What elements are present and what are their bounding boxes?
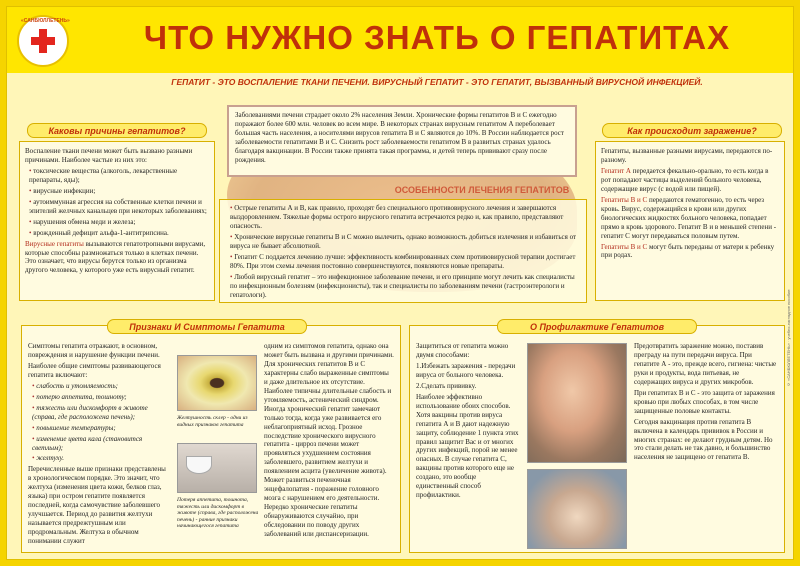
prevention-col3-text3: Сегодня вакцинация против гепатита В включена в календарь прививок в России и многих странах: ее делают грудным детям. Но это стали делать не так давно, и большинство населения не защищено от гепатита В. [634,417,773,462]
transmission-a-lead: Гепатит А [601,166,631,175]
list-item: • Хронические вирусные гепатиты В и С можно вылечить, однако возможность добиться излечения и избавиться от вируса не бывает абсолютной. [230,233,580,251]
transmission-a [601,167,779,194]
list-item: • врожденный дефицит альфа-1-антитрипсина. [29,229,209,238]
treatment-heading: ОСОБЕННОСТИ ЛЕЧЕНИЯ ГЕПАТИТОВ [394,185,570,195]
list-item: • повышение температуры; [32,424,170,433]
causes-heading: Каковы причины гепатитов? [48,126,186,136]
transmission-box [595,141,785,301]
nausea-photo [177,443,257,493]
prevention-step2: 2.Сделать прививку. [416,381,477,390]
symptoms-intro2: Наиболее общие симптомы развивающегося гепатита включают: [28,361,161,379]
stats-box [227,105,577,177]
symptoms-col1 [25,339,173,551]
list-item: • тяжесть или дискомфорт в животе (справа, где расположена печень); [32,404,170,422]
symptoms-col2 [261,339,397,551]
list-item: • желтуху. [32,454,170,463]
prevention-heading: О Профилактике Гепатитов [529,322,665,332]
treatment-box [219,199,587,303]
prevention-heading-band [497,319,697,334]
prevention-intro: Защититься от гепатита можно двумя способами: [416,342,509,359]
transmission-intro: Гепатиты, вызванные разными вирусами, передаются по-разному. [601,147,773,164]
prevention-col3-text: Предотвратить заражение можно, поставив преграду на пути передачи вируса. При гепатите А - это, прежде всего, гигиена: чистые руки и продукты, вода питьевая, не содержащих вируса и других микробов. [634,342,777,386]
symptoms-heading-band [107,319,307,334]
transmission-bc-text: передаются гематогенно, то есть через кровь. Вирус, содержащийся в крови или других биологических жидкостях больного человека, попадает прямо в кровь здорового. Гепатит В и в меньшей степени - гепатит С могут передаваться половым путем. [601,195,777,240]
transmission-mother-lead: Гепатиты В и С [601,242,648,251]
symptoms-heading: Признаки И Симптомы Гепатита [129,322,285,332]
list-item: • Гепатит С поддается лечению лучше: эффективность комбинированных схем противовирусной терапии достигает 80%. При этом схемы лечения постоянно совершенствуются, появляются новые препараты. [230,253,580,271]
prevention-col3-text2: При гепатитах В и С - это защита от заражения кровью при любых способах, в том числе защищенные половые контакты. [634,388,775,415]
transmission-mother [601,243,779,261]
causes-viral-lead: Вирусные гепатиты [25,239,84,248]
prevention-col1 [413,339,523,551]
transmission-mother-text: могут быть переданы от матери к ребенку при родах. [601,242,775,260]
side-note: © «САНБЮЛЛЕТЕНЬ» · учебно-наглядное пособие [786,289,791,387]
symptoms-col1-rest: Перечисленные выше признаки представлены в хронологическом порядке. Это значит, что желтуха (изменения цвета кожи, белков глаз, языка) при остром гепатите появляется последней, когда самочувствие заболевшего улучшается. Период до развития желтухи называется предрежтушным или продромальным. Желтуха в обычном понимании служит [28,465,166,546]
eye-caption: Желтушность склер - одни из видных признаков гепатита [177,415,248,428]
jaundiced-eye-photo [177,355,257,411]
transmission-bc-lead: Гепатиты В и С [601,195,648,204]
causes-list [25,167,209,238]
page-subtitle: ГЕПАТИТ - ЭТО ВОСПАЛЕНИЕ ТКАНИ ПЕЧЕНИ. ВИРУСНЫЙ ГЕПАТИТ - ЭТО ГЕПАТИТ, ВЫЗВАННЫЙ ВИРУСНОЙ ИНФЕКЦИЕЙ. [171,77,703,87]
causes-box [19,141,215,301]
logo-text: «САНБЮЛЛЕТЕНЬ» [21,18,70,24]
transmission-bc [601,196,779,241]
list-item: • Острые гепатиты А и В, как правило, проходят без специального противовирусного лечения и завершаются выздоровлением. Тяжелые формы острого вирусного гепатита встречаются редко и, как правило, представляют опасность. [230,204,580,231]
transmission-heading-band [602,123,782,138]
prevention-col3 [631,339,781,551]
transmission-a-text: передается фекально-орально, то есть когда в рот попадают частицы выделений больного человека, содержащие вирус (с водой или пищей). [601,166,769,193]
poster [6,6,794,560]
list-item: • токсические вещества (алкоголь, лекарственные препараты, яды); [29,167,209,185]
title-band [7,7,794,73]
red-cross-icon [31,29,55,53]
causes-viral-paragraph [25,240,209,276]
handwashing-photo [527,469,627,549]
causes-intro: Воспаление ткани печени может быть вызвано разными причинами. Наиболее частые из них это: [25,147,193,164]
transmission-heading: Как происходит заражение? [627,126,757,136]
causes-heading-band [27,123,207,138]
toilet-icon [186,456,212,474]
treatment-list [226,204,580,300]
list-item: • слабость и утомляемость; [32,382,170,391]
list-item: • аутоиммунная агрессия на собственные клетки печени и эпителий желчных канальцев при некоторых заболеваниях; [29,198,209,216]
list-item: • нарушения обмена меди и железа; [29,218,209,227]
page-title: ЧТО НУЖНО ЗНАТЬ О ГЕПАТИТАХ [143,19,731,56]
prevention-step1: 1.Избежать заражения - передачи вируса от больного человека. [416,361,516,379]
symptoms-list [28,382,170,464]
list-item: • вирусные инфекции; [29,187,209,196]
symptoms-intro: Симптомы гепатита отражают, в основном, повреждения и нарушение функции печени. [28,342,160,359]
prevention-col1-rest: Наиболее эффективно использование обоих способов. Хотя вакцины против вируса гепатита А и В дают надежную защиту, соблюдение 1 пункта этих правил защитит Вас и от многих других инфекций, порой не менее опасных. В случае гепатита С, вакцины против которого еще не создано, это вообще единственный способ профилактики. [416,392,519,500]
causes-viral-text: вызываются гепатотропными вирусами, которые способны размножаться только в клетках печени. Это означает, что вирусы берутся только из организма другого человека, у которого уже есть вирусный гепатит. [25,239,206,275]
nausea-caption: Потеря аппетита, тошнота, тяжесть или дискомфорт в животе (справа, где расположена печень) - ранние признаки начинающегося гепатита [177,497,259,530]
list-item: • изменение цвета кала (становится светлым); [32,435,170,453]
logo [17,15,69,67]
stats-text: Заболеваниями печени страдает около 2% населения Земли. Хронические формы гепатитов В и С ежегодно поражают более 600 млн. человек во всем мире. В некоторых странах вирусным гепатитом А переболевает большая часть населения, а носителями вирусов гепатита В и С являются до 10%. В России наблюдается рост заболеваемости гепатитами В и С. Снизить рост заболеваемости гепатитом В в развитых странах удалось благодаря вакцинации. В России также принята такая программа, и детей теперь прививают сразу после рождения. [235,111,564,164]
list-item: • потерю аппетита, тошноту; [32,393,170,402]
symptoms-col2-text: одним из симптомов гепатита, однако она может быть вызвана и другими причинами. Для хронических гепатитов В и С характерны слабо выраженные симптомы и даже длительное их отсутствие. Наиболее типичны длительные слабость и утомляемость, астенический синдром. Иногда хронический гепатит замечают только тогда, когда уже развивается его неблагоприятный исход. Грозное последствие хронического вирусного гепатита - цирроз печени может проявляться ухудшением состояния заболевшего, развитием желтухи и появлением асцита (увеличение живота). Может развиться печеночная энцефалопатия - поражение головного мозга с нарушением его деятельности. Нередко хронические гепатиты обнаруживаются случайно, при обследовании по поводу других заболеваний или диспансеризации. [264,342,394,539]
vaccination-photo [527,343,627,463]
list-item: • Любой вирусный гепатит – это инфекционное заболевание печени, и его принципе могут лечить как специалисты по инфекционным болезням (инфекционисты), так и специалисты по заболеваниям печени (гастроэнтерологи и гепатологи). [230,273,580,300]
